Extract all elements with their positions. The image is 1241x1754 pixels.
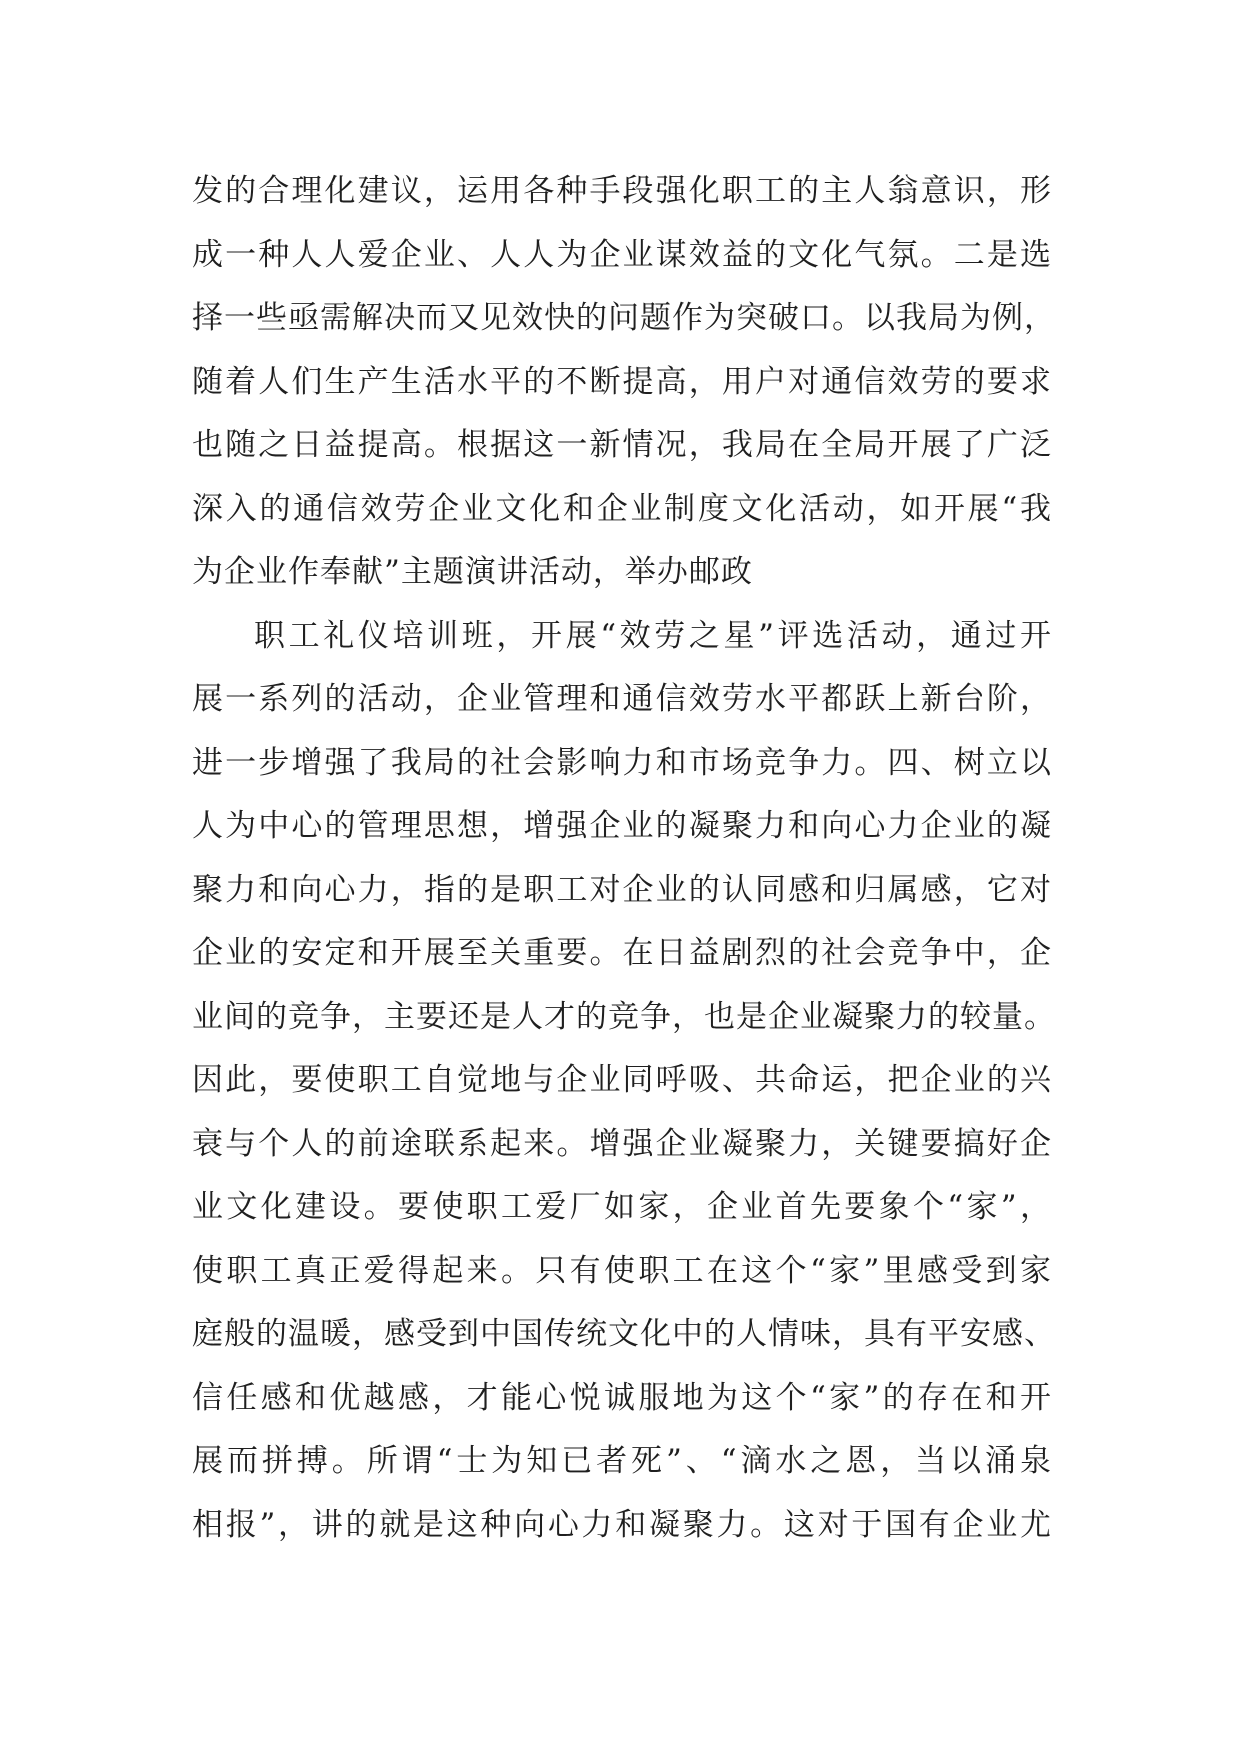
text-line: 信任感和优越感，才能心悦诚服地为这个“家”的存在和开 — [192, 1379, 1052, 1416]
text-line: 业文化建设。要使职工爱厂如家，企业首先要象个“家”， — [192, 1189, 1052, 1225]
text-line-paragraph-end: 为企业作奉献”主题演讲活动，举办邮政 — [192, 554, 753, 590]
text-line: 庭般的温暖，感受到中国传统文化中的人情味，具有平安感、 — [192, 1316, 1056, 1352]
text-line: 也随之日益提高。根据这一新情况，我局在全局开展了广泛 — [192, 427, 1052, 463]
text-line: 随着人们生产生活水平的不断提高，用户对通信效劳的要求 — [192, 363, 1052, 400]
text-line: 发的合理化建议，运用各种手段强化职工的主人翁意识，形 — [192, 173, 1052, 209]
text-line: 人为中心的管理思想，增强企业的凝聚力和向心力企业的凝 — [192, 808, 1052, 844]
text-line: 择一些亟需解决而又见效快的问题作为突破口。以我局为例， — [192, 300, 1056, 336]
body-text — [192, 160, 1056, 1557]
text-line: 企业的安定和开展至关重要。在日益剧烈的社会竞争中，企 — [192, 935, 1052, 971]
text-line: 展一系列的活动，企业管理和通信效劳水平都跃上新台阶， — [192, 681, 1052, 717]
text-line: 聚力和向心力，指的是职工对企业的认同感和归属感，它对 — [192, 871, 1052, 908]
text-line-paragraph-start: 职工礼仪培训班，开展“效劳之星”评选活动，通过开 — [254, 617, 1052, 654]
text-line: 相报”，讲的就是这种向心力和凝聚力。这对于国有企业尤 — [192, 1506, 1052, 1543]
text-line: 因此，要使职工自觉地与企业同呼吸、共命运，把企业的兴 — [192, 1062, 1052, 1098]
text-line: 业间的竞争，主要还是人才的竞争，也是企业凝聚力的较量。 — [192, 998, 1056, 1035]
text-line: 深入的通信效劳企业文化和企业制度文化活动，如开展“我 — [192, 490, 1052, 527]
text-line: 衰与个人的前途联系起来。增强企业凝聚力，关键要搞好企 — [192, 1125, 1052, 1162]
text-line: 使职工真正爱得起来。只有使职工在这个“家”里感受到家 — [192, 1252, 1052, 1289]
text-line: 进一步增强了我局的社会影响力和市场竞争力。四、树立以 — [192, 744, 1052, 781]
text-line: 展而拼搏。所谓“士为知已者死”、“滴水之恩，当以涌泉 — [192, 1443, 1052, 1479]
text-line: 成一种人人爱企业、人人为企业谋效益的文化气氛。二是选 — [192, 236, 1052, 273]
